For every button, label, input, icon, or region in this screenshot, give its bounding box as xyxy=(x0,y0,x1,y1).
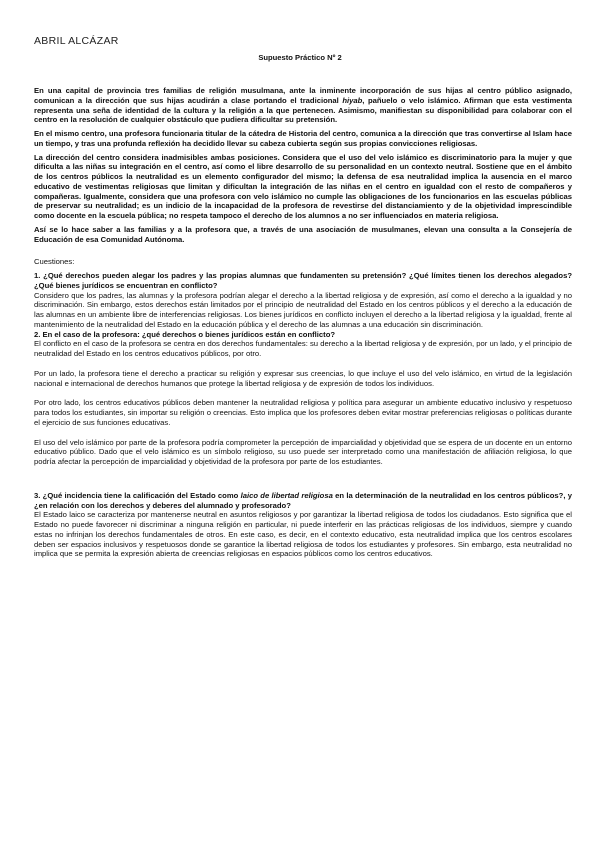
answer-1: Considero que los padres, las alumnas y la profesora podrían alegar el derecho a la libertad religiosa y de expresión, así como el derecho a la igualdad y no discriminación. Sin embargo, estos derechos están limitados por el principio de neutralidad del Estado en los centros públicos y el derecho a la educación de las alumnas en un ambiente libre de interferencias religiosas. Los bienes jurídicos en conflicto incluyen el derecho a la libertad religiosa y la igualdad, frente al mantenimiento de la neutralidad del Estado en la educación pública y el derecho de las alumnas a una educación sin discriminación. xyxy=(34,290,572,329)
question-3-text-a: 3. ¿Qué incidencia tiene la calificación del Estado como xyxy=(34,490,241,500)
answer-3: El Estado laico se caracteriza por mantenerse neutral en asuntos religiosos y por garantizar la libertad religiosa de todos los ciudadanos. Esto significa que el Estado no puede favorecer ni discriminar a ninguna religión en particular, ni puede interferir en las prácticas religiosas de los individuos, siempre y cuando estas no infrinjan los derechos fundamentales de otros. En este caso, es decir, en el contexto educativo, esta neutralidad implica que los centros escolares deben ser espacios inclusivos y respetuosos donde se garantice la libertad religiosa de todos los estudiantes y profesores. Sin embargo, esta neutralidad no implica que se permita la expresión abierta de creencias religiosas en espacios públicos como los centros educativos. xyxy=(34,510,572,559)
question-1: 1. ¿Qué derechos pueden alegar los padres y las propias alumnas que fundamenten su pretensión? ¿Qué límites tienen los derechos alegados? ¿Qué bienes jurídicos se encuentran en conflicto? xyxy=(34,271,572,290)
question-3-italic-term: laico de libertad religiosa xyxy=(240,490,333,500)
question-3 xyxy=(34,491,572,511)
question-3-text-b: en la determinación de la neutralidad en los centros públicos?, y ¿en relación con los derechos y deberes del alumnado y profesorado? xyxy=(34,490,573,510)
intro-paragraph-2: En el mismo centro, una profesora funcionaria titular de la cátedra de Historia del centro, comunica a la dirección que tras convertirse al Islam hace un tiempo, y tras una profunda reflexión ha decidido llevar su cabeza cubierta según sus propias convicciones religiosas. xyxy=(34,129,572,148)
questions-heading: Cuestiones: xyxy=(34,257,75,267)
intro-p1-text-a: En una capital de provincia tres familias de religión musulmana, ante la inminente incorporación de sus hijas al centro público asignado, comunican a la dirección que sus hijas acudirán a clase portando el tradicional xyxy=(34,86,572,105)
answer-2-paragraph-2: Por un lado, la profesora tiene el derecho a practicar su religión y expresar sus creencias, lo que incluye el uso del velo islámico, en virtud de la legislación nacional e internacional de derechos humanos que protege la libertad religiosa y de expresión de todos los individuos. xyxy=(34,368,572,388)
answer-2-paragraph-4: El uso del velo islámico por parte de la profesora podría comprometer la percepción de imparcialidad y objetividad que se espera de un docente en un entorno educativo público. Dado que el velo islámico es un símbolo religioso, su uso puede ser interpretado como una manifestación de afiliación religiosa, lo que podría afectar la percepción de imparcialidad y objetividad de la profesora por parte de los estudiantes. xyxy=(34,437,572,466)
intro-paragraph-1 xyxy=(34,86,572,125)
intro-paragraph-4: Así se lo hace saber a las familias y a la profesora que, a través de una asociación de musulmanes, elevan una consulta a la Consejería de Educación de esa Comunidad Autónoma. xyxy=(34,224,572,244)
intro-p1-text-b: , pañuelo o velo islámico. Afirman que esta vestimenta representa una seña de identidad de la cultura y la religión a la que pertenecen. Asimismo, manifiestan su disponibilidad para colaborar con el centro en la resolución de cualquier obstáculo que pudiera dificultar su pretensión. xyxy=(34,95,572,125)
document-title: Supuesto Práctico Nº 2 xyxy=(258,53,342,62)
hiyab-term: hiyab xyxy=(342,95,363,105)
intro-paragraph-3: La dirección del centro considera inadmisibles ambas posiciones. Considera que el uso del velo islámico es discriminatorio para la mujer y que dificulta a las niñas su integración en el centro, así como el libre desarrollo de su personalidad en un contexto neutral. Sostiene que en el ámbito de los centros públicos la neutralidad es un elemento configurador del mismo; la defensa de esa neutralidad implica la ausencia en el marco educativo de vestimentas religiosas que limitan y dificultan la integración de las niñas en el centro en igualdad con el resto de compañeros y compañeras. Igualmente, considera que una profesora con velo islámico no cumple las obligaciones de los funcionarios en las escuelas públicas de preservar su neutralidad; es un indicio de la incapacidad de la profesora de revestirse del distanciamiento y de la objetividad imprescindible como docente en la escuela pública; no respeta tampoco el derecho de los alumnos a no ser influenciados en materia religiosa. xyxy=(34,152,572,220)
document-body xyxy=(34,86,572,559)
answer-2-paragraph-3: Por otro lado, los centros educativos públicos deben mantener la neutralidad religiosa y política para asegurar un ambiente educativo inclusivo y respetuoso para todos los estudiantes, sin importar su religión o creencias. Esto implica que los profesores deben evitar mostrar preferencias religiosas o políticas durante el ejercicio de sus funciones educativas. xyxy=(34,398,572,427)
answer-2-paragraph-1: El conflicto en el caso de la profesora se centra en dos derechos fundamentales: su derecho a la libertad religiosa y de expresión, por un lado, y el principio de neutralidad del Estado en los centros educativos públicos, por otro. xyxy=(34,339,572,358)
author-name: ABRIL ALCÁZAR xyxy=(34,35,119,47)
question-2: 2. En el caso de la profesora: ¿qué derechos o bienes jurídicos están en conflicto? xyxy=(34,329,336,339)
